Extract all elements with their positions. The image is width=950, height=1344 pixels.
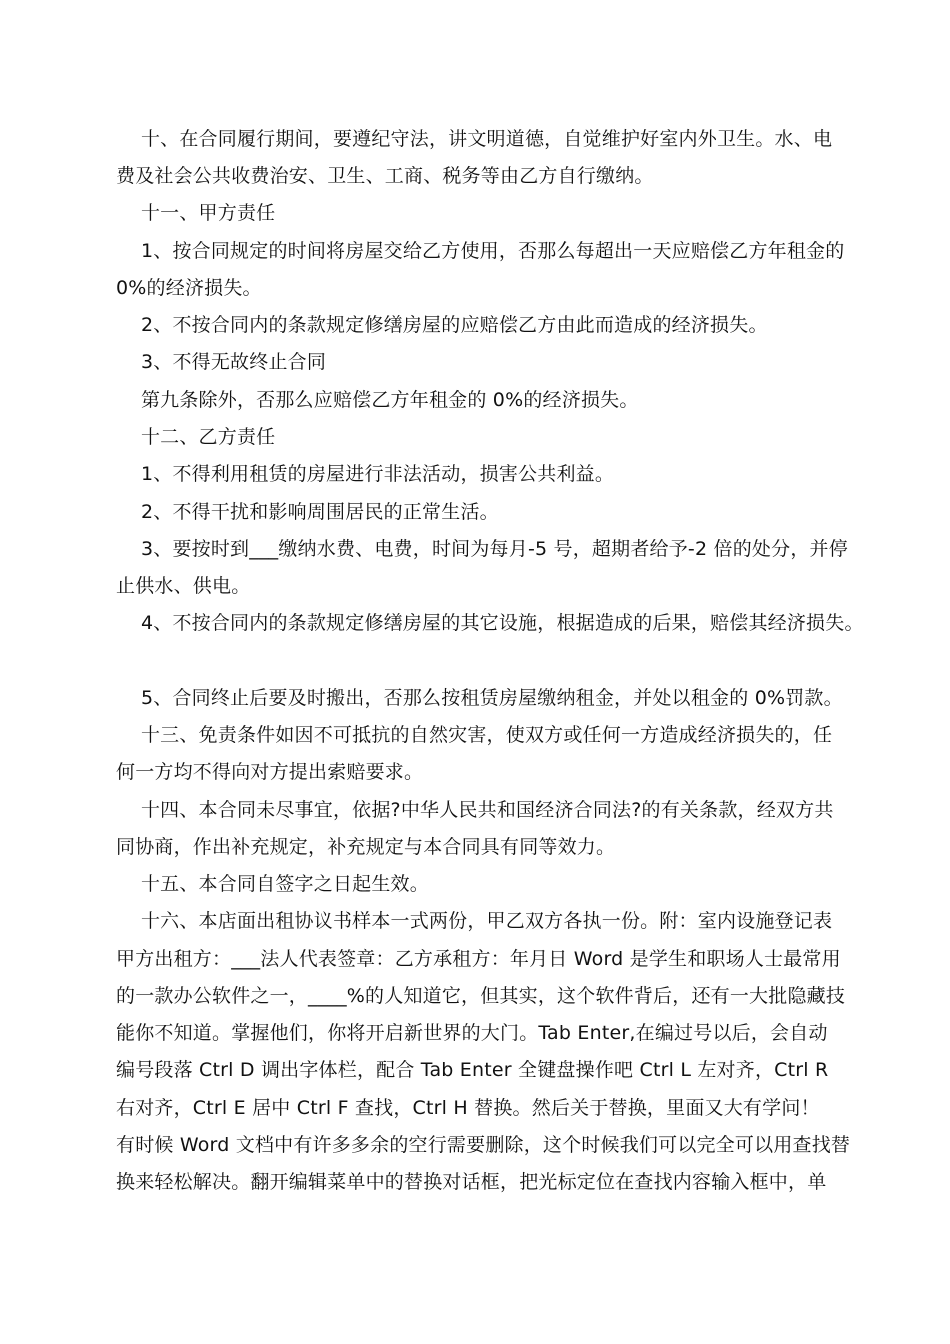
text-line: 的一款办公软件之一，____%的人知道它，但其实，这个软件背后，还有一大批隐藏技	[116, 985, 846, 1007]
text-line: 有时候 Word 文档中有许多多余的空行需要删除，这个时候我们可以完全可以用查找替	[116, 1134, 851, 1156]
text-line: 十一、甲方责任	[116, 202, 276, 224]
text-line: 同协商，作出补充规定，补充规定与本合同具有同等效力。	[116, 836, 616, 858]
text-line: 1、不得利用租赁的房屋进行非法活动，损害公共利益。	[116, 463, 615, 485]
text-line: 编号段落 Ctrl D 调出字体栏，配合 Tab Enter 全键盘操作吧 Ctrl L 左对齐，Ctrl R	[116, 1059, 829, 1081]
text-line: 换来轻松解决。翻开编辑菜单中的替换对话框，把光标定位在查找内容输入框中，单	[116, 1171, 827, 1193]
text-line: 何一方均不得向对方提出索赔要求。	[116, 761, 424, 783]
text-line: 0%的经济损失。	[116, 277, 262, 299]
text-line: 2、不按合同内的条款规定修缮房屋的应赔偿乙方由此而造成的经济损失。	[116, 314, 768, 336]
text-line: 3、要按时到___缴纳水费、电费，时间为每月-5 号，超期者给予-2 倍的处分，并停	[116, 538, 848, 560]
text-line: 止供水、供电。	[116, 575, 251, 597]
text-line: 1、按合同规定的时间将房屋交给乙方使用，否那么每超出一天应赔偿乙方年租金的	[116, 240, 845, 262]
text-line: 4、不按合同内的条款规定修缮房屋的其它设施，根据造成的后果，赔偿其经济损失。	[116, 612, 864, 634]
text-line: 3、不得无故终止合同	[116, 351, 327, 373]
text-line: 十三、免责条件如因不可抵抗的自然灾害，使双方或任何一方造成经济损失的，任	[116, 724, 833, 746]
text-line: 2、不得干扰和影响周围居民的正常生活。	[116, 501, 499, 523]
text-line: 十四、本合同未尽事宜，依据?中华人民共和国经济合同法?的有关条款，经双方共	[116, 799, 834, 821]
text-line: 甲方出租方：___法人代表签章：乙方承租方：年月日 Word 是学生和职场人士最常用	[116, 948, 841, 970]
text-line: 十二、乙方责任	[116, 426, 276, 448]
text-line: 费及社会公共收费治安、卫生、工商、税务等由乙方自行缴纳。	[116, 165, 654, 187]
text-line: 十、在合同履行期间，要遵纪守法，讲文明道德，自觉维护好室内外卫生。水、电	[116, 128, 833, 150]
text-line: 第九条除外，否那么应赔偿乙方年租金的 0%的经济损失。	[116, 389, 639, 411]
text-line: 十五、本合同自签字之日起生效。	[116, 873, 429, 895]
text-line: 右对齐，Ctrl E 居中 Ctrl F 查找，Ctrl H 替换。然后关于替换，里面又大有学问！	[116, 1097, 820, 1119]
text-line: 十六、本店面出租协议书样本一式两份，甲乙双方各执一份。附：室内设施登记表	[116, 910, 833, 932]
text-line: 5、合同终止后要及时搬出，否那么按租赁房屋缴纳租金，并处以租金的 0%罚款。	[116, 687, 843, 709]
text-line: 能你不知道。掌握他们，你将开启新世界的大门。Tab Enter,在编过号以后，会自动	[116, 1022, 828, 1044]
